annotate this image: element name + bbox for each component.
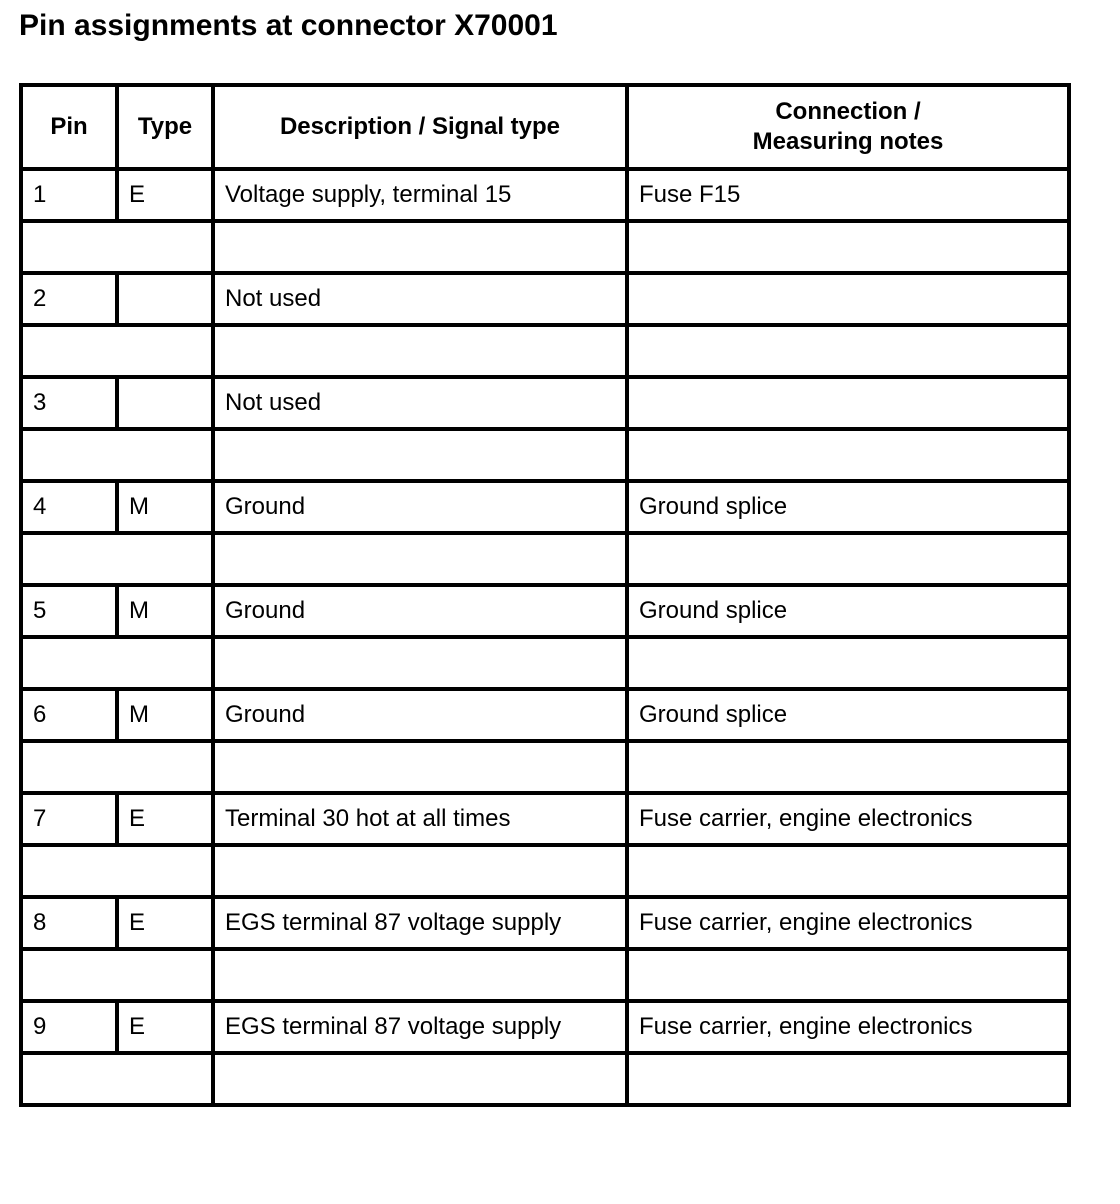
cell-connection: Ground splice [627, 585, 1069, 637]
table-row [21, 897, 1069, 949]
cell-type: E [117, 793, 213, 845]
cell-connection: Ground splice [627, 481, 1069, 533]
header-connection-line2: Measuring notes [752, 128, 944, 155]
cell-connection: Fuse carrier, engine electronics [627, 897, 1069, 949]
spacer-cell-description [213, 1053, 627, 1105]
table-row [21, 169, 1069, 221]
page-title: Pin assignments at connector X70001 [19, 9, 558, 42]
spacer-cell-connection [627, 741, 1069, 793]
cell-description: Terminal 30 hot at all times [213, 793, 627, 845]
cell-pin: 5 [21, 585, 117, 637]
spacer-cell-connection [627, 325, 1069, 377]
table-row [21, 377, 1069, 429]
spacer-cell-connection [627, 429, 1069, 481]
spacer-cell-pin-type [21, 845, 213, 897]
cell-description: Ground [213, 585, 627, 637]
spacer-cell-description [213, 325, 627, 377]
cell-pin: 4 [21, 481, 117, 533]
cell-type [117, 273, 213, 325]
cell-pin: 3 [21, 377, 117, 429]
cell-connection: Fuse carrier, engine electronics [627, 793, 1069, 845]
cell-connection: Ground splice [627, 689, 1069, 741]
spacer-cell-description [213, 533, 627, 585]
table-spacer-row [21, 325, 1069, 377]
table-row [21, 585, 1069, 637]
table-row [21, 793, 1069, 845]
spacer-cell-connection [627, 949, 1069, 1001]
table-spacer-row [21, 949, 1069, 1001]
cell-type: E [117, 169, 213, 221]
table-spacer-row [21, 1053, 1069, 1105]
table-header-row [21, 85, 1069, 169]
table-row [21, 689, 1069, 741]
header-type: Type [117, 85, 213, 169]
header-description: Description / Signal type [213, 85, 627, 169]
table-spacer-row [21, 429, 1069, 481]
cell-pin: 8 [21, 897, 117, 949]
spacer-cell-pin-type [21, 325, 213, 377]
spacer-cell-pin-type [21, 637, 213, 689]
cell-pin: 2 [21, 273, 117, 325]
cell-pin: 9 [21, 1001, 117, 1053]
table-body [21, 169, 1069, 1105]
table-spacer-row [21, 845, 1069, 897]
spacer-cell-connection [627, 845, 1069, 897]
table-spacer-row [21, 741, 1069, 793]
table-row [21, 273, 1069, 325]
cell-type: M [117, 481, 213, 533]
spacer-cell-pin-type [21, 429, 213, 481]
cell-description: Voltage supply, terminal 15 [213, 169, 627, 221]
cell-pin: 1 [21, 169, 117, 221]
cell-description: Ground [213, 481, 627, 533]
cell-description: Ground [213, 689, 627, 741]
spacer-cell-description [213, 845, 627, 897]
cell-connection: Fuse F15 [627, 169, 1069, 221]
cell-description: Not used [213, 273, 627, 325]
header-connection-line1: Connection / [775, 98, 921, 125]
spacer-cell-connection [627, 637, 1069, 689]
cell-connection: Fuse carrier, engine electronics [627, 1001, 1069, 1053]
spacer-cell-pin-type [21, 533, 213, 585]
spacer-cell-description [213, 221, 627, 273]
spacer-cell-pin-type [21, 949, 213, 1001]
cell-description: Not used [213, 377, 627, 429]
spacer-cell-pin-type [21, 221, 213, 273]
cell-connection [627, 377, 1069, 429]
table-spacer-row [21, 637, 1069, 689]
spacer-cell-description [213, 637, 627, 689]
cell-type: E [117, 897, 213, 949]
spacer-cell-connection [627, 221, 1069, 273]
spacer-cell-pin-type [21, 1053, 213, 1105]
cell-description: EGS terminal 87 voltage supply [213, 1001, 627, 1053]
spacer-cell-pin-type [21, 741, 213, 793]
table-spacer-row [21, 221, 1069, 273]
cell-type: E [117, 1001, 213, 1053]
cell-type [117, 377, 213, 429]
cell-type: M [117, 585, 213, 637]
spacer-cell-description [213, 741, 627, 793]
cell-description: EGS terminal 87 voltage supply [213, 897, 627, 949]
cell-type: M [117, 689, 213, 741]
spacer-cell-description [213, 429, 627, 481]
table-row [21, 1001, 1069, 1053]
table-spacer-row [21, 533, 1069, 585]
spacer-cell-connection [627, 533, 1069, 585]
spacer-cell-connection [627, 1053, 1069, 1105]
cell-pin: 7 [21, 793, 117, 845]
cell-pin: 6 [21, 689, 117, 741]
header-pin: Pin [21, 85, 117, 169]
table-row [21, 481, 1069, 533]
header-connection [627, 85, 1069, 169]
pin-assignment-table [19, 83, 1071, 1107]
cell-connection [627, 273, 1069, 325]
spacer-cell-description [213, 949, 627, 1001]
